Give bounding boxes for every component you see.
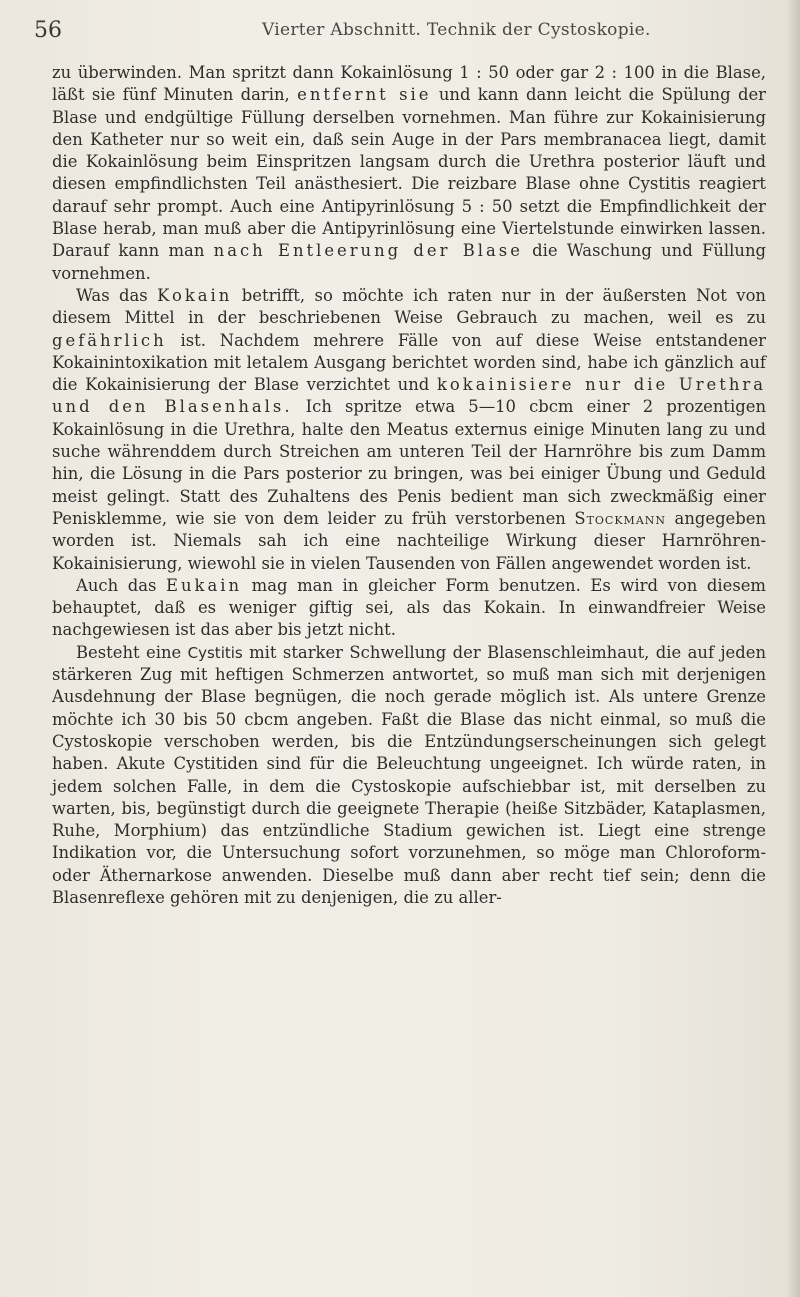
text-run: Auch das xyxy=(76,575,167,595)
text-run: ist. Nachdem mehrere Fälle von auf diese Weise entstandener Kokainintoxikation mit letalem Ausgang berichtet worden sind, habe ich gänzlich auf die Kokainisierung der Blase verzichtet und xyxy=(52,330,766,395)
text-run: Ich spritze etwa 5—10 cbcm einer 2 prozentigen Kokainlösung in die Urethra, halte den Meatus externus einige Minuten lang zu und suche währenddem durch Streichen am unteren Teil der Harnröhre bis zum Damm hin, die Lösung in die Pars posterior zu bringen, was bei einiger Übung und Geduld meist gelingt. Statt des Zuhaltens des Penis bedient man sich zweckmäßig einer Penisklemme, wie sie von dem leider zu früh verstorbenen xyxy=(52,397,766,528)
sans-term: Cystitis xyxy=(187,643,243,662)
text-run: mit starker Schwellung der Blasenschleimhaut, die auf jeden stärkeren Zug mit heftigen Schmerzen antwortet, so muß man sich mit derjenigen Ausdehnung der Blase begnügen, die noch gerade möglich ist. Als untere Grenze möchte ich 30 bis 50 cbcm angeben. Faßt die Blase das nicht einmal, so muß die Cystoskopie verschoben werden, bis die Entzündungserscheinungen sich gelegt haben. Akute Cystitiden sind für die Beleuchtung ungeeignet. Ich würde raten, in jedem solchen Falle, in dem die Cystoskopie aufschiebbar ist, mit derselben zu warten, bis, begünstigt durch die geeignete Therapie (heiße Sitzbäder, Kataplasmen, Ruhe, Morphium) das entzündliche Stadium gewichen ist. Liegt eine strenge Indikation vor, die Untersuchung sofort vorzunehmen, so möge man Chloroform- oder Äthernarkose anwenden. Dieselbe muß dann aber recht tief sein; denn die Blasenreflexe gehören mit zu denjenigen, die zu aller- xyxy=(52,642,766,907)
text-run: angegeben worden ist. Niemals sah ich eine nachteilige Wirkung dieser Harnröhren-Kokainisierung, wiewohl sie in vielen Tausenden von Fällen angewendet worden ist. xyxy=(52,508,767,573)
text-run: Besteht eine xyxy=(76,642,188,662)
running-head: Vierter Abschnitt. Technik der Cystoskopie. xyxy=(262,20,651,40)
page-header xyxy=(0,18,800,48)
text-run: Was das xyxy=(76,285,158,305)
spaced-emphasis: Eukain xyxy=(166,575,243,595)
spaced-emphasis: Kokain xyxy=(157,285,233,305)
spaced-emphasis: entfernt sie xyxy=(297,85,432,105)
body-text xyxy=(52,62,766,909)
paragraph-1 xyxy=(52,62,766,285)
spaced-emphasis: kokainisiere nur die Urethra und den Blasenhals. xyxy=(52,375,766,417)
page-number: 56 xyxy=(34,18,62,43)
author-name: Stockmann xyxy=(574,508,667,528)
text-run: mag man in gleicher Form benutzen. Es wird von diesem behauptet, daß es weniger giftig sei, als das Kokain. In einwandfreier Weise nachgewiesen ist das aber bis jetzt nicht. xyxy=(52,575,766,640)
text-run: und kann dann leicht die Spülung der Blase und endgültige Füllung derselben vornehmen. Man führe zur Kokainisierung den Katheter nur so weit ein, daß sein Auge in der Pars membranacea liegt, damit die Kokainlösung beim Einspritzen langsam durch die Urethra posterior läuft und diesen empfindlichsten Teil anästhesiert. Die reizbare Blase ohne Cystitis reagiert darauf sehr prompt. Auch eine Antipyrinlösung 5 : 50 setzt die Empfindlichkeit der Blase herab, man muß aber die Antipyrinlösung eine Viertelstunde einwirken lassen. Darauf kann man xyxy=(52,85,766,261)
text-run: betrifft, so möchte ich raten nur in der äußersten Not von diesem Mittel in der beschriebenen Weise Gebrauch zu machen, weil es zu xyxy=(52,285,766,328)
spaced-emphasis: gefährlich xyxy=(52,330,167,350)
paragraph-3 xyxy=(52,575,766,642)
page-edge-shadow xyxy=(786,0,800,1297)
spaced-emphasis: nach Entleerung der Blase xyxy=(213,241,523,261)
text-run: die Waschung und Füllung vornehmen. xyxy=(52,241,766,283)
text-run: zu überwinden. Man spritzt dann Kokainlösung 1 : 50 oder gar 2 : 100 in die Blase, läßt sie fünf Minuten darin, xyxy=(52,63,766,105)
paragraph-2 xyxy=(52,285,766,575)
paragraph-4 xyxy=(52,642,766,910)
